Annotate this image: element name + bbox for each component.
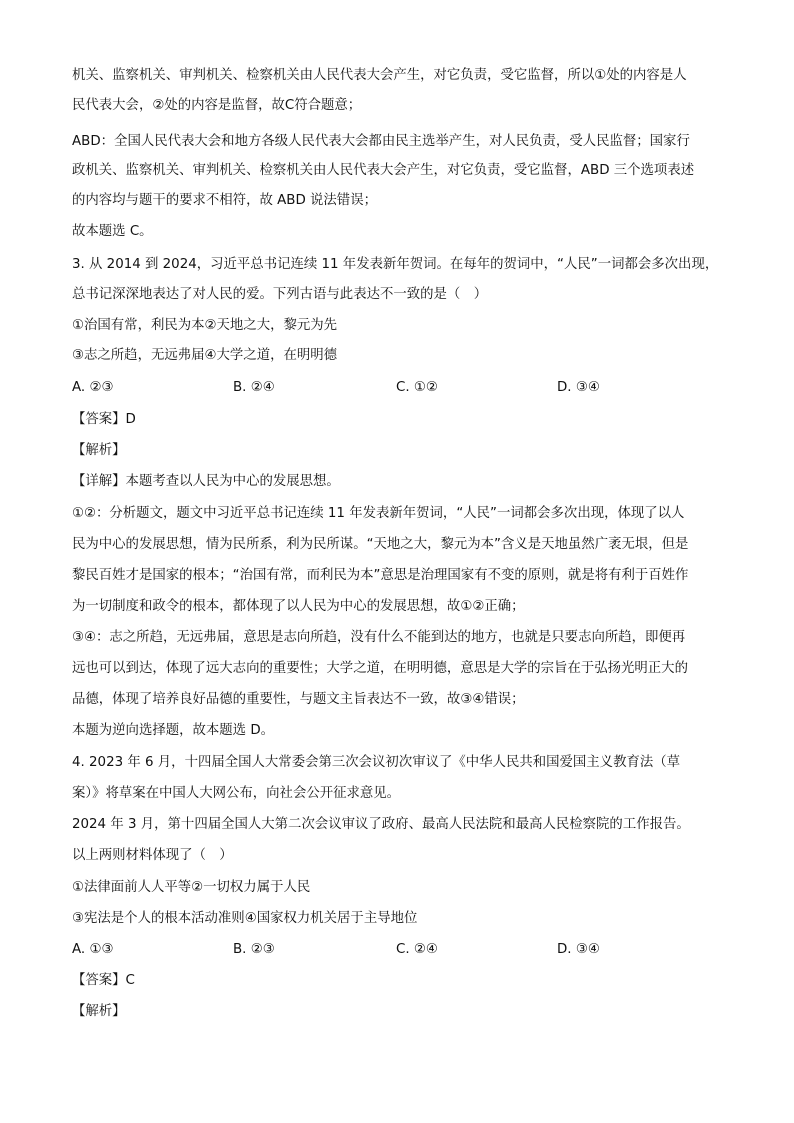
option-a: A. ①③	[72, 942, 114, 957]
text-line: 故本题选 C。	[72, 224, 153, 239]
question-3-detail: 本题为逆向选择题，故本题选 D。	[72, 723, 275, 738]
question-4-stem: 4. 2023 年 6 月，十四届全国人大常委会第三次会议初次审议了《中华人民共和国爱国主义教育法（草	[72, 755, 681, 770]
question-3-detail: 为一切制度和政令的根本，都体现了以人民为中心的发展思想，故①②正确；	[72, 599, 525, 614]
text-line: 民代表大会，②处的内容是监督，故C符合题意；	[72, 98, 362, 113]
question-4-stem: 2024 年 3 月，第十四届全国人大第二次会议审议了政府、最高人民法院和最高人民检察院的工作报告。	[72, 817, 690, 832]
question-3-detail: 【详解】本题考查以人民为中心的发展思想。	[72, 474, 340, 489]
text-line: ABD：全国人民代表大会和地方各级人民代表大会都由民主选举产生，对人民负责，受人民监督；国家行	[72, 134, 690, 149]
option-c: C. ②④	[396, 942, 438, 957]
option-d: D. ③④	[557, 380, 600, 395]
question-4-statement: ①法律面前人人平等②一切权力属于人民	[72, 880, 311, 895]
question-4-analysis-label: 【解析】	[72, 1004, 126, 1019]
question-4-answer: 【答案】C	[72, 973, 135, 988]
text-line: 政机关、监察机关、审判机关、检察机关由人民代表大会产生，对它负责，受它监督，ABD 三个选项表述	[72, 163, 695, 178]
question-3-detail: 民为中心的发展思想，情为民所系，利为民所谋。“天地之大，黎元为本”含义是天地虽然广袤无垠，但是	[72, 537, 689, 552]
question-3-statement: ③志之所趋，无远弗届④大学之道，在明明德	[72, 348, 338, 363]
question-3-detail: 远也可以到达，体现了远大志向的重要性；大学之道，在明明德，意思是大学的宗旨在于弘扬光明正大的	[72, 661, 688, 676]
question-3-stem: 3. 从 2014 到 2024，习近平总书记连续 11 年发表新年贺词。在每年的贺词中，“人民”一词都会多次出现，	[72, 257, 719, 272]
text-line: 的内容均与题干的要求不相符，故 ABD 说法错误；	[72, 193, 377, 208]
question-4-options	[72, 940, 732, 960]
question-4-stem: 案）》将草案在中国人大网公布，向社会公开征求意见。	[72, 786, 401, 801]
question-3-answer: 【答案】D	[72, 412, 136, 427]
option-d: D. ③④	[557, 942, 600, 957]
text-line: 机关、监察机关、审判机关、检察机关由人民代表大会产生，对它负责，受它监督，所以①处的内容是人	[72, 68, 687, 83]
question-3-detail: ③④：志之所趋，无远弗届，意思是志向所趋，没有什么不能到达的地方，也就是只要志向所趋，即便再	[72, 630, 686, 645]
question-4-statement: ③宪法是个人的根本活动准则④国家权力机关居于主导地位	[72, 911, 418, 926]
question-3-statement: ①治国有常，利民为本②天地之大，黎元为先	[72, 318, 338, 333]
question-3-detail: 黎民百姓才是国家的根本；“治国有常，而利民为本”意思是治理国家有不变的原则，就是将有利于百姓作	[72, 568, 689, 583]
question-3-options	[72, 378, 732, 398]
option-b: B. ②④	[233, 380, 275, 395]
option-c: C. ①②	[396, 380, 438, 395]
question-4-stem: 以上两则材料体现了（ ）	[72, 848, 233, 863]
question-3-detail: 品德，体现了培养良好品德的重要性，与题文主旨表达不一致，故③④错误；	[72, 692, 525, 707]
option-b: B. ②③	[233, 942, 275, 957]
question-3-analysis-label: 【解析】	[72, 443, 126, 458]
question-3-stem: 总书记深深地表达了对人民的爱。下列古语与此表达不一致的是（ ）	[72, 287, 488, 302]
option-a: A. ②③	[72, 380, 114, 395]
question-3-detail: ①②：分析题文，题文中习近平总书记连续 11 年发表新年贺词，“人民”一词都会多次出现，体现了以人	[72, 506, 685, 521]
